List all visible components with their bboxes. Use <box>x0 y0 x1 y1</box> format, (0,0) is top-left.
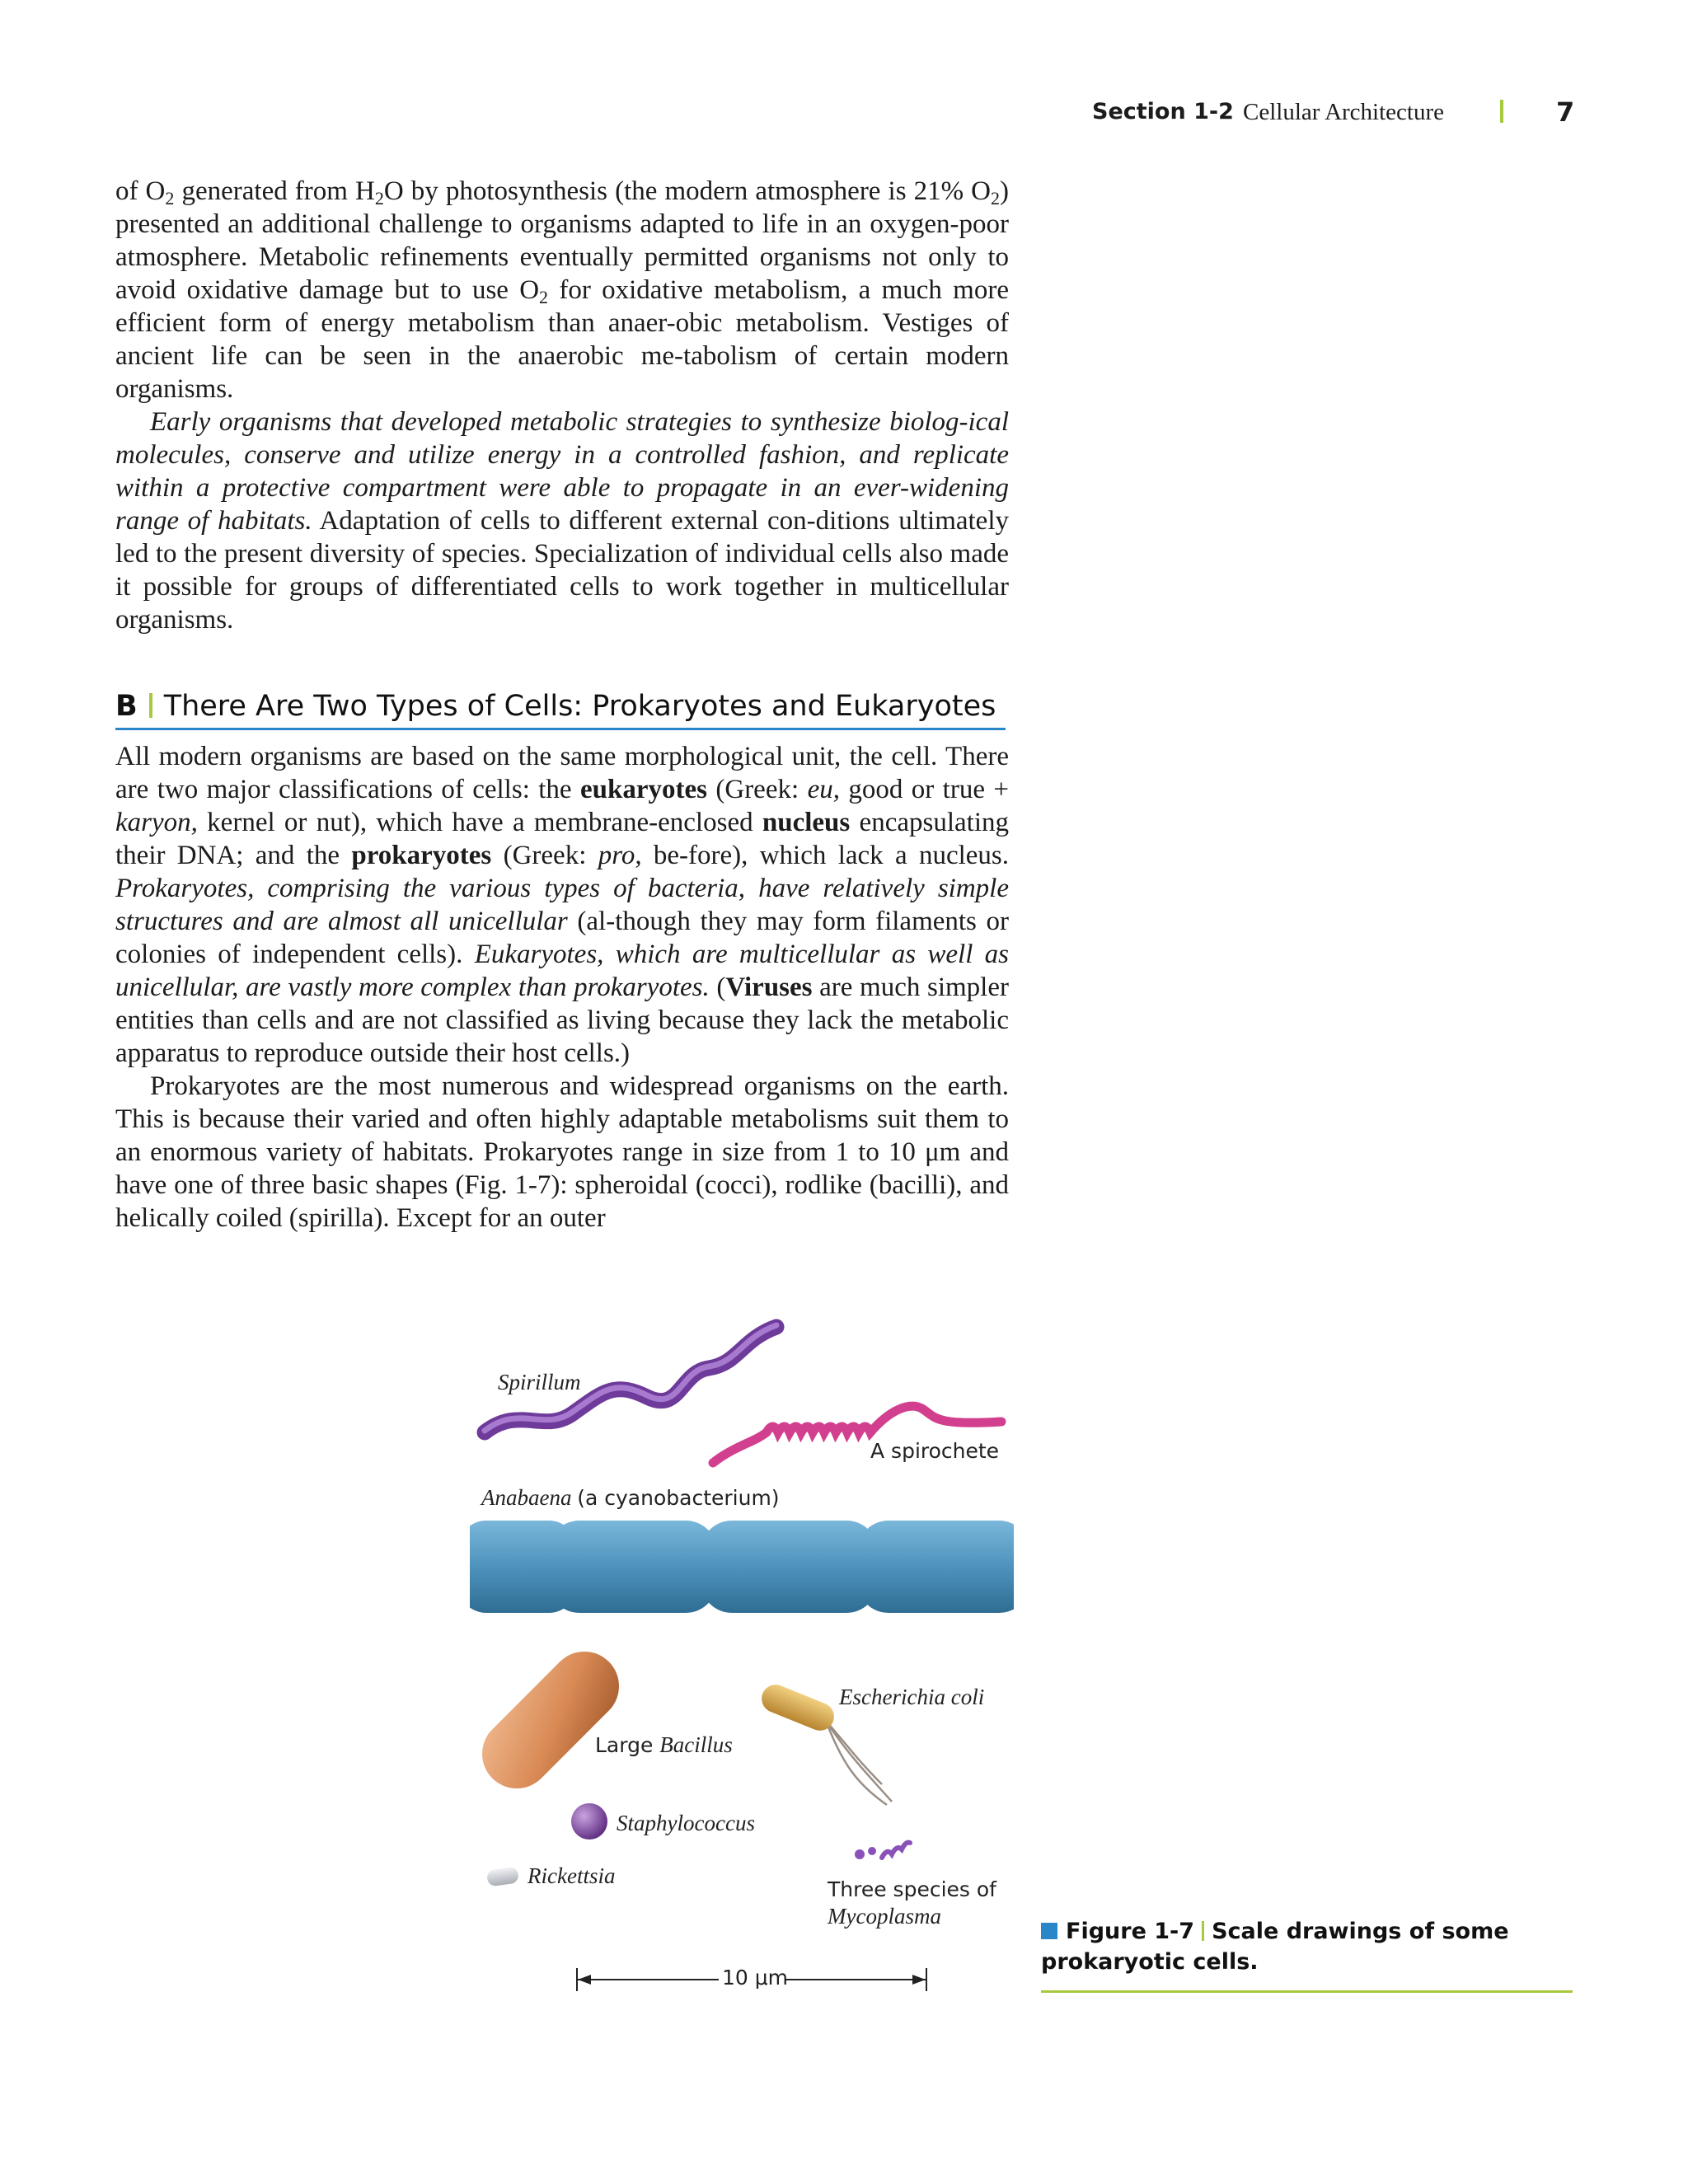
caption-divider <box>1202 1921 1204 1941</box>
header-divider <box>1500 100 1503 123</box>
scale-bar-label: 10 μm <box>722 1966 789 1990</box>
paragraph-4: Prokaryotes are the most numerous and widespread organisms on the earth. This is because their varied and often highly adaptable metabolisms suit them to an enormous variety of habitats. Prokaryotes range in size from 1 to 10 μm and have one of three basic shapes (Fig. 1-7): spheroidal (cocci), rodlike (bacilli), and helically coiled (spirilla). Except for an outer <box>115 1071 1009 1233</box>
label-spirillum: Spirillum <box>498 1370 581 1394</box>
page-number: 7 <box>1556 96 1575 128</box>
label-spirochete: A spirochete <box>870 1439 1000 1463</box>
label-mycoplasma-line1: Three species of <box>828 1877 996 1901</box>
staphylococcus-cell <box>571 1803 607 1840</box>
caption-label: Figure 1-7 <box>1066 1919 1195 1944</box>
text-column-top <box>115 175 1009 636</box>
label-staphylococcus: Staphylococcus <box>617 1811 755 1835</box>
rickettsia-cell <box>486 1866 519 1886</box>
label-anabaena: Anabaena (a cyanobacterium) <box>481 1485 780 1510</box>
label-bacillus: Large Bacillus <box>595 1732 733 1757</box>
section-number: Section 1-2 <box>1092 99 1234 124</box>
running-header <box>1088 93 1574 131</box>
paragraph-1: of $O_2$ generated from $H_2O$ by photosynthesis (the modern atmosphere is 21% $O_2$) presented an additional challenge to organisms adapted to life in an oxygen-poor atmosphere. Metabolic refinements eventually permitted organisms not only to avoid oxidative damage but to use $O_2$ for oxidative metabolism, a much more efficient form of energy metabolism than anaer-obic metabolism. Vestiges of ancient life can be seen in the anaerobic me-tabolism of certain modern organisms. <box>115 176 1010 404</box>
figure-1-7 <box>470 1310 1014 2003</box>
caption-text: Scale drawings of some prokaryotic cells. <box>1041 1919 1509 1975</box>
heading-letter: B <box>115 690 138 723</box>
heading-divider <box>149 693 152 718</box>
figure-caption <box>1041 1916 1573 1993</box>
label-rickettsia: Rickettsia <box>528 1863 616 1888</box>
anabaena-filament <box>470 1521 1014 1613</box>
bacillus-cell <box>470 1638 633 1803</box>
label-ecoli: Escherichia coli <box>839 1685 985 1709</box>
caption-marker <box>1041 1923 1057 1939</box>
section-title: Cellular Architecture <box>1243 99 1444 125</box>
label-mycoplasma-line2: Mycoplasma <box>828 1904 941 1929</box>
section-heading <box>115 687 1006 730</box>
text-column-bottom <box>115 740 1009 1235</box>
mycoplasma-cells <box>855 1843 910 1859</box>
heading-title: There Are Two Types of Cells: Prokaryotes and Eukaryotes <box>163 690 996 723</box>
paragraph-3: All modern organisms are based on the same morphological unit, the cell. There are two major classifications of cells: the eukaryotes (Greek: eu, good or true + karyon, kernel or nut), which have a membrane-enclosed nucleus encapsulating their DNA; and the prokaryotes (Greek: pro, be-fore), which lack a nucleus. Prokaryotes, comprising the various types of bacteria, have relatively simple structures and are almost all unicellular (al-though they may form filaments or colonies of independent cells). Eukaryotes, which are multicellular as well as unicellular, are vastly more complex than prokaryotes. (Viruses are much simpler entities than cells and are not classified as living because they lack the metabolic apparatus to reproduce outside their host cells.) <box>115 742 1010 1068</box>
paragraph-2: Early organisms that developed metabolic strategies to synthesize biolog-ical molecules, conserve and utilize energy in a controlled fashion, and replicate within a protective compartment were able to propagate in an ever-widening range of habitats. Adaptation of cells to different external con-ditions ultimately led to the present diversity of species. Specialization of individual cells also made it possible for groups of differentiated cells to work together in multicellular organisms. <box>115 407 1009 635</box>
